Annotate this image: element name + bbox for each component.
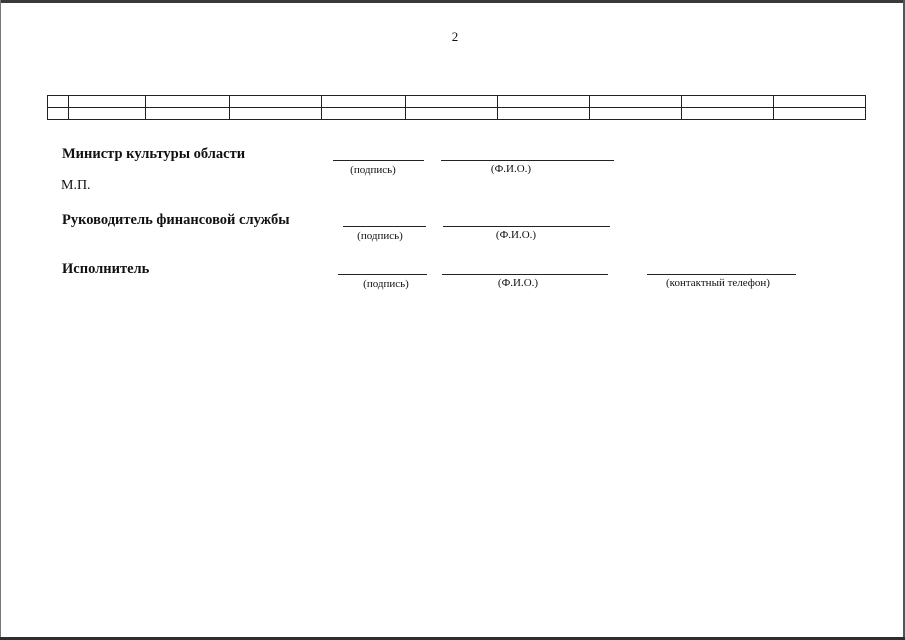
minister-name-caption: (Ф.И.О.) — [490, 163, 532, 175]
minister-name-line — [441, 160, 614, 161]
table-cell — [406, 96, 498, 108]
table-row — [48, 96, 866, 108]
executor-signature-line — [338, 274, 427, 275]
executor-signature-caption: (подпись) — [363, 278, 409, 290]
finance-head-name-line — [443, 226, 610, 227]
executor-name-caption: (Ф.И.О.) — [497, 277, 539, 289]
executor-phone-line — [647, 274, 796, 275]
finance-head-title: Руководитель финансовой службы — [62, 212, 290, 228]
executor-title: Исполнитель — [62, 261, 150, 277]
table-cell — [146, 96, 230, 108]
minister-signature-caption: (подпись) — [350, 164, 396, 176]
minister-title: Министр культуры области — [62, 146, 246, 162]
table-cell — [590, 96, 682, 108]
table-cell — [69, 108, 146, 120]
table-cell — [48, 96, 69, 108]
table-cell — [406, 108, 498, 120]
table-cell — [48, 108, 69, 120]
table-cell — [230, 108, 322, 120]
empty-table — [47, 95, 866, 120]
table-cell — [322, 108, 406, 120]
scan-edge-top — [0, 0, 905, 3]
table-cell — [322, 96, 406, 108]
finance-head-name-caption: (Ф.И.О.) — [495, 229, 537, 241]
table-cell — [774, 108, 866, 120]
table-row — [48, 108, 866, 120]
table-cell — [69, 96, 146, 108]
stamp-place-label: М.П. — [61, 178, 91, 193]
finance-head-signature-line — [343, 226, 426, 227]
table-cell — [774, 96, 866, 108]
executor-phone-caption: (контактный телефон) — [666, 277, 770, 289]
finance-head-signature-caption: (подпись) — [357, 230, 403, 242]
minister-signature-line — [333, 160, 424, 161]
table-cell — [146, 108, 230, 120]
table-cell — [230, 96, 322, 108]
table-cell — [682, 96, 774, 108]
scan-edge-left — [0, 0, 1, 640]
table-cell — [682, 108, 774, 120]
executor-name-line — [442, 274, 608, 275]
table-cell — [590, 108, 682, 120]
table-cell — [498, 96, 590, 108]
page-number: 2 — [451, 29, 459, 44]
table-cell — [498, 108, 590, 120]
